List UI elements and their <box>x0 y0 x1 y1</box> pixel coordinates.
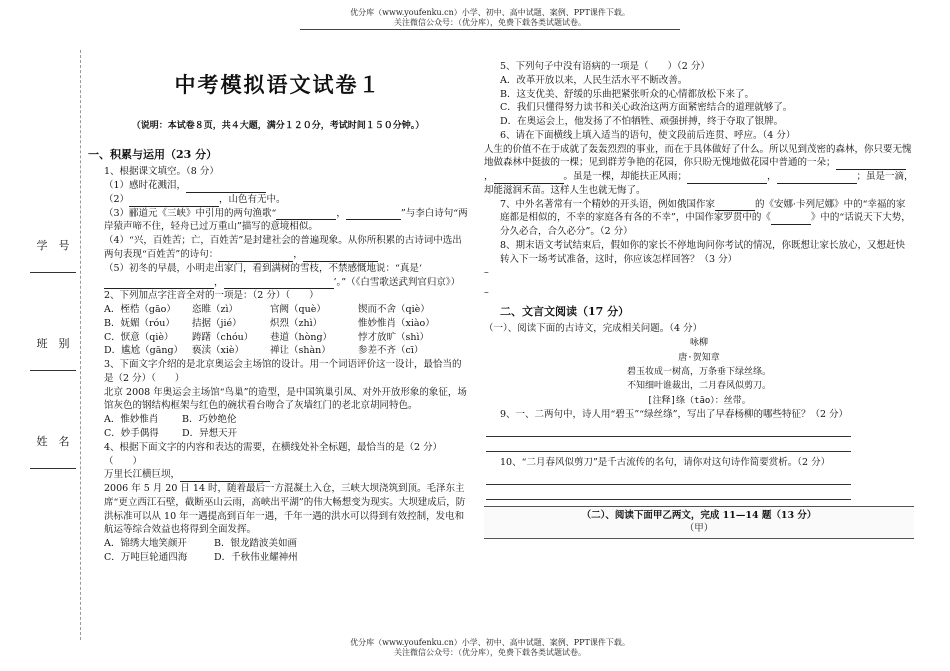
part-1-instruction: （一）、阅读下面的古诗文，完成相关问题。（4 分） <box>484 323 703 335</box>
question-1-4: （4）“兴，百姓苦；亡，百姓苦”是封建社会的普遍现象。从你所积累的古诗词中选出两句表现“百姓苦”的诗句： ， <box>104 235 462 261</box>
page-header <box>300 8 680 30</box>
footer-line-2: 关注微信公众号：（优分库），免费下载各类试题试卷。 <box>394 648 586 657</box>
answer-blank[interactable] <box>777 173 857 184</box>
question-3-passage: 北京 2008 年奥运会主场馆“鸟巢”的造型，是中国筑巢引凤、对外开放形象的象征，场馆灰色的钢结构框架与红色的碗状看台吻合了灰墙红门的老北京胡同特色。 <box>104 386 467 412</box>
answer-blank[interactable] <box>129 196 219 207</box>
student-number-underline <box>30 272 76 273</box>
section-1-heading: 一、积累与运用（23 分） <box>88 148 218 162</box>
name-label: 姓 名 <box>36 435 70 448</box>
poem-title: 咏柳 <box>689 338 708 349</box>
part-2-subtitle: （甲） <box>684 523 714 535</box>
answer-blank[interactable] <box>715 200 755 211</box>
q10-answer-line[interactable] <box>486 470 851 485</box>
answer-blank[interactable] <box>494 173 564 184</box>
q3-options-row-2[interactable]: C．妙手偶得 D．异想天开 <box>104 427 238 439</box>
question-1: 1、根据课文填空。（8 分） <box>104 166 219 178</box>
q9-answer-line[interactable] <box>486 422 851 437</box>
class-underline <box>30 370 76 371</box>
answer-blank[interactable] <box>186 182 266 193</box>
q9-answer-line[interactable] <box>486 437 851 452</box>
answer-blank[interactable] <box>104 278 214 289</box>
answer-blank[interactable] <box>224 278 334 289</box>
q5-option-b[interactable]: B．这支优美、舒缓的乐曲把紧张听众的心情都放松下来了。 <box>500 88 754 100</box>
class-field <box>30 336 76 371</box>
header-line-1: 优分库（www.youfenku.cn）小学、初中、高中试题、案例、PPT课件下载。 <box>350 8 630 17</box>
name-field <box>30 434 76 469</box>
student-number-label: 学 号 <box>36 239 70 252</box>
q2-option-a[interactable]: A．桎梏（gāo） 恣睢（zì） 官阙（què） 锲而不舍（qiè） <box>104 304 430 316</box>
exam-instructions: （说明：本试卷８页，共４大题，满分１２０分，考试时间１５０分钟。） <box>131 121 425 132</box>
binding-line <box>80 50 81 640</box>
question-1-2: （2） ，山色有无中。 <box>104 193 286 205</box>
section-2-heading: 二、文言文阅读（17 分） <box>500 305 630 319</box>
name-underline <box>30 468 76 469</box>
answer-blank[interactable] <box>687 173 767 184</box>
poem-author: 唐·贺知章 <box>678 352 720 363</box>
q2-option-d[interactable]: D．尴尬（gāng） 亵渎（xiè） 禅让（shàn） 参差不齐（cī） <box>104 345 424 357</box>
q4-options-row-2[interactable]: C．万吨巨轮通四海 D．千秋伟业耀神州 <box>104 551 298 563</box>
header-line-2: 关注微信公众号：（优分库），免费下载各类试题试卷。 <box>394 18 586 27</box>
poem <box>484 336 914 408</box>
left-column <box>88 60 468 565</box>
q3-options-row-1[interactable]: A．惟妙惟肖 B．巧妙绝伦 <box>104 414 237 426</box>
question-5: 5、下列句子中没有语病的一项是（ ）（2 分） <box>500 61 710 72</box>
part-2-instruction: （二）、阅读下面甲乙两文，完成 11—14 题（13 分） <box>581 509 817 521</box>
poem-line-2: 不知细叶谁裁出，二月春风似剪刀。 <box>626 381 771 392</box>
q4-options-row-1[interactable]: A．锦绣大地笑颜开 B．银龙踏波美如画 <box>104 538 297 550</box>
q5-option-c[interactable]: C．我们只懂得努力读书和关心政治这两方面紧密结合的道理就够了。 <box>500 102 793 114</box>
part-2-instruction-box <box>484 506 914 540</box>
q5-option-a[interactable]: A．改革开放以来，人民生活水平不断改善。 <box>500 74 688 86</box>
class-label: 班 别 <box>36 337 70 350</box>
answer-blank[interactable] <box>218 251 293 262</box>
q8-answer-space[interactable]: – <box>484 267 489 279</box>
question-6: 6、请在下面横线上填入适当的语句，使文段前后连贯、呼应。（4 分） <box>500 129 796 141</box>
question-8: 8、期末语文考试结束后，假如你的家长不停地询问你考试的情况，你既想让家长放心，又想赶快转入下一场考试准备，这时，你应该怎样回答？（3 分） <box>500 239 906 265</box>
question-4-title-line: 万里长江横巨坝， <box>88 468 468 482</box>
q5-option-d[interactable]: D．在奥运会上，他发扬了不怕牺牲、顽强拼搏，终于夺取了银牌。 <box>500 116 784 128</box>
q2-option-b[interactable]: B．妩媚（róu） 拮据（jié） 炽烈（zhì） 惟妙惟肖（xiào） <box>104 317 435 329</box>
question-1-5: （5）初冬的早晨，小明走出家门，看到满树的雪枝，不禁感慨地说：“真是‘， ’。”（《白雪歌送武判官归京》） <box>104 262 461 288</box>
question-7: 7、中外名著常有一个精妙的开头语，例如俄国作家 的《安娜·卡列尼娜》中的“幸福的家庭都是相似的，不幸的家庭各有各的不幸”，中国作家罗贯中的《 》中的“话说天下大势，分久必合，合久必分”。（2 分） <box>500 198 911 238</box>
question-4-passage: 2006 年 5 月 20 日 14 时，随着最后一方混凝土入仓，三峡大坝浇筑到顶。毛泽东主席“更立西江石壁，截断巫山云雨，高峡出平湖”的伟大畅想变为现实。大坝建成后，防洪标准可以从 10 年一遇提高到百年一遇，千年一遇的洪水可以得到有效控制，发电和航运等综合效益也将得到全面发挥。 <box>104 483 466 536</box>
question-1-1: （1）感时花溅泪， <box>88 179 468 193</box>
q8-answer-space-2[interactable]: – <box>484 287 489 299</box>
question-2: 2、下列加点字注音全对的一项是：（2 分）（ ） <box>104 290 319 302</box>
poem-line-1: 碧玉妆成一树高，万条垂下绿丝绦。 <box>626 366 771 377</box>
student-number-field <box>30 238 76 273</box>
page-footer <box>300 638 680 658</box>
answer-blank[interactable] <box>771 214 811 225</box>
exam-title: 中考模拟语文试卷１ <box>174 72 382 97</box>
question-4: 4、根据下面文字的内容和表达的需要，在横线处补全标题，最恰当的是（2 分）（ ） <box>104 441 443 467</box>
question-3: 3、下面文字介绍的是北京奥运会主场馆的设计。用一个词语评价这一设计，最恰当的是（2 分）（ ） <box>104 359 462 384</box>
question-9: 9、一、二两句中，诗人用“碧玉”“绿丝绦”，写出了早春杨柳的哪些特征？（2 分） <box>500 409 849 421</box>
question-10: 10、“二月春风似剪刀”是千古流传的名句，请你对这句诗作简要赏析。（2 分） <box>500 456 831 468</box>
right-column <box>484 60 914 539</box>
q10-answer-line[interactable] <box>486 485 851 500</box>
answer-blank[interactable] <box>346 209 401 220</box>
answer-blank[interactable] <box>180 471 270 482</box>
footer-line-1: 优分库（www.youfenku.cn）小学、初中、高中试题、案例、PPT课件下载。 <box>350 638 630 647</box>
answer-blank[interactable] <box>836 159 906 170</box>
answer-blank[interactable] <box>276 209 336 220</box>
q2-option-c[interactable]: C．恹意（qiè） 踌躇（chóu） 巷道（hòng） 悖才放旷（shì） <box>104 331 430 343</box>
question-6-passage: 人生的价值不在于成就了轰轰烈烈的事业，而在于具体做好了什么。所以见到茂密的森林，你只要无愧地做森林中挺拔的一棵；见到群芳争艳的花园，你只盼无愧地做花园中普通的一朵；， 。虽是一棵，却能扶正风雨； ， ；虽是一滴，却能滋润禾苗。这样人生也就无悔了。 <box>484 143 914 196</box>
question-1-3: （3）郦道元《三峡》中引用的两句渔歌“ ， ”与李白诗句“两岸猿声啼不住，轻舟已过万重山”描写的意境相似。 <box>104 207 468 233</box>
poem-note: [注释]绦（tāo）：丝带。 <box>647 395 751 406</box>
answer-blank[interactable] <box>303 251 378 262</box>
